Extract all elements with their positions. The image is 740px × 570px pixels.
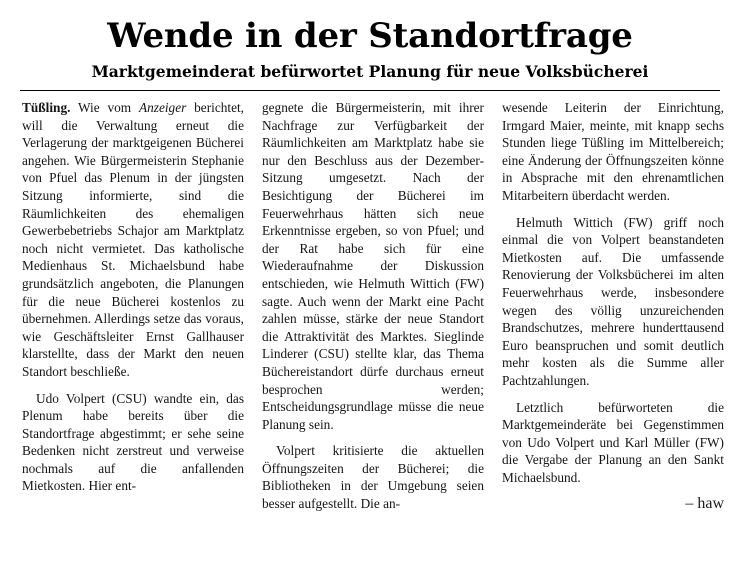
article-column-2 <box>262 99 484 522</box>
paragraph <box>22 99 244 381</box>
article-subheadline: Marktgemeinderat befürwortet Planung für neue Volksbücherei <box>91 62 649 81</box>
article-column-1 <box>22 99 244 522</box>
publication-name: Anzeiger <box>139 100 187 115</box>
paragraph: wesende Leiterin der Einrichtung, Irmgard Maier, meinte, mit knapp sechs Stunden liege Tüßling im Mittelbereich; eine Änderung der Öffnungszeiten könne in Absprache mit den ehrenamtlichen Mitarbeitern überdacht werden. <box>502 100 724 203</box>
paragraph: Helmuth Wittich (FW) griff noch einmal die von Volpert beanstandeten Mietkosten auf. Die umfassende Renovierung der Volksbücherei im alten Feuerwehrhaus werde, insbesondere wegen des völlig unzureichenden Brandschutzes, mehrere hunderttausend Euro beanspruchen und somit deutlich mehr kosten als die Summe aller Pachtzahlungen. <box>502 214 724 388</box>
author-signature: – haw <box>685 495 724 513</box>
header-divider <box>20 90 720 91</box>
paragraph-text-pre: Wie vom <box>70 100 140 115</box>
paragraph: gegnete die Bürgermeisterin, mit ihrer Nachfrage zur Verfügbarkeit der Räumlichkeiten am Marktplatz habe sie nur den Beschluss aus der Dezember-Sitzung umgesetzt. Nach der Besichtigung der Bücherei im Feuerwehrhaus hätten sich neue Erkenntnisse ergeben, so von Pfuel; und der Rat habe sich für eine Wiederaufnahme der Diskussion entschieden, wie Helmuth Wittich (FW) sagte. Auch wenn der Markt eine Pacht zahlen müsse, stärke der neue Standort die Attraktivität des Marktes. Sieglinde Linderer (CSU) stellte klar, das Thema Büchereistandort dürfe durchaus erneut besprochen werden; Entscheidungsgrundlage müsse die neue Planung sein. <box>262 100 484 432</box>
paragraph: Udo Volpert (CSU) wandte ein, das Plenum habe bereits über die Standortfrage abgestimmt; er sehe seine Bedenken nicht zerstreut und verweise nochmals auf die anfallenden Mietkosten. Hier ent- <box>22 390 244 494</box>
article-column-3 <box>502 99 724 522</box>
article-columns <box>16 99 724 522</box>
paragraph: Volpert kritisierte die aktuellen Öffnungszeiten der Bücherei; die Bibliotheken in der Umgebung seien besser aufgestellt. Die an- <box>262 443 484 512</box>
paragraph-text: berichtet, will die Verwaltung erneut die Verlagerung der marktgeigenen Bücherei angehen. Wie Bürgermeisterin Stephanie von Pfuel das Plenum in der jüngsten Sitzung informierte, sind die Räumlichkeiten des ehemaligen Gewerbebetriebs Schajor am Marktplatz noch nicht vermietet. Das katholische Medienhaus St. Michaelsbund habe grundsätzlich angeboten, die Planungen für die neue Bücherei kostenlos zu übernehmen. Allerdings setze das voraus, wie Geschäftsleiter Ernst Gallhauser klarstellte, dass der Markt den neuen Standort beschließe. <box>22 100 244 379</box>
page-title: Wende in der Standortfrage <box>107 16 633 56</box>
dateline: Tüßling. <box>22 100 71 115</box>
paragraph: Letztlich befürworteten die Marktgemeinderäte bei Gegenstimmen von Udo Volpert und Karl Müller (FW) die Vergabe der Planung an den Sankt Michaelsbund. <box>502 399 724 485</box>
